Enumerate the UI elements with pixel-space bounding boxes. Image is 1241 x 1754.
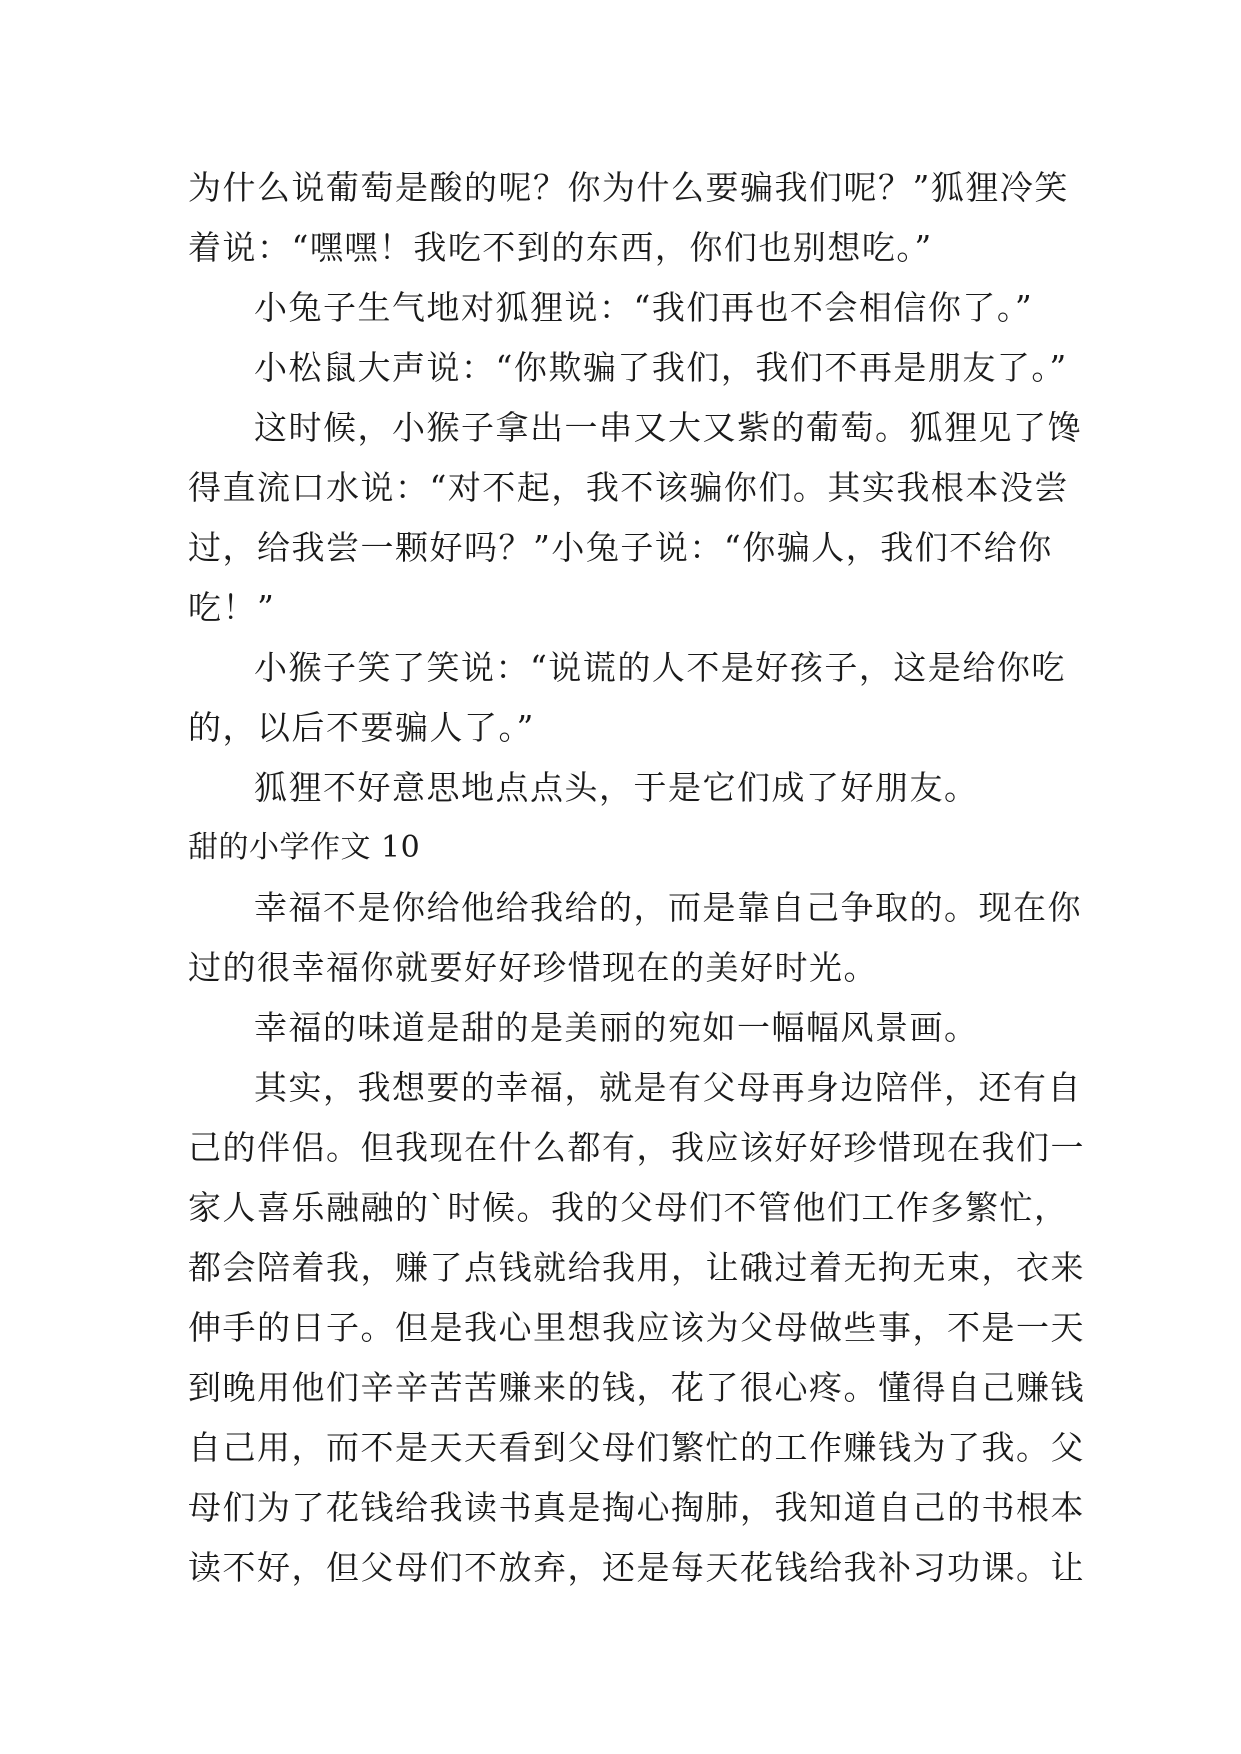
text-line: 着说：“嘿嘿！我吃不到的东西，你们也别想吃。” (188, 228, 933, 267)
document-page (188, 158, 1085, 1598)
text-line: 伸手的日子。但是我心里想我应该为父母做些事，不是一天 (188, 1308, 1085, 1347)
text-line: 读不好，但父母们不放弃，还是每天花钱给我补习功课。让 (188, 1548, 1085, 1587)
text-line: 都会陪着我，赚了点钱就给我用，让硪过着无拘无束，衣来 (188, 1248, 1085, 1287)
text-line: 得直流口水说：“对不起，我不该骗你们。其实我根本没尝 (188, 468, 1069, 507)
text-line: 过的很幸福你就要好好珍惜现在的美好时光。 (188, 948, 878, 987)
text-line: 狐狸不好意思地点点头，于是它们成了好朋友。 (254, 768, 979, 807)
text-line: 小兔子生气地对狐狸说：“我们再也不会相信你了。” (254, 288, 1034, 327)
text-line: 己的伴侣。但我现在什么都有，我应该好好珍惜现在我们一 (188, 1128, 1085, 1167)
text-line: 这时候，小猴子拿出一串又大又紫的葡萄。狐狸见了馋 (254, 408, 1082, 447)
text-line: 的，以后不要骗人了。” (188, 708, 535, 747)
text-line: 到晚用他们辛辛苦苦赚来的钱，花了很心疼。懂得自己赚钱 (188, 1368, 1085, 1407)
text-line: 为什么说葡萄是酸的呢？你为什么要骗我们呢？”狐狸冷笑 (188, 168, 1069, 207)
text-line: 幸福的味道是甜的是美丽的宛如一幅幅风景画。 (254, 1008, 979, 1047)
text-line: 家人喜乐融融的`时候。我的父母们不管他们工作多繁忙， (188, 1188, 1069, 1227)
section-heading: 甜的小学作文 10 (188, 830, 421, 865)
text-line: 小猴子笑了笑说：“说谎的人不是好孩子，这是给你吃 (254, 648, 1066, 687)
text-line: 小松鼠大声说：“你欺骗了我们，我们不再是朋友了。” (254, 348, 1068, 387)
text-line: 自己用，而不是天天看到父母们繁忙的工作赚钱为了我。父 (188, 1428, 1085, 1467)
text-line: 母们为了花钱给我读书真是掏心掏肺，我知道自己的书根本 (188, 1488, 1085, 1527)
text-line: 幸福不是你给他给我给的，而是靠自己争取的。现在你 (254, 888, 1082, 927)
text-line: 吃！” (188, 588, 276, 627)
text-line: 其实，我想要的幸福，就是有父母再身边陪伴，还有自 (254, 1068, 1082, 1107)
text-line: 过，给我尝一颗好吗？”小兔子说：“你骗人，我们不给你 (188, 528, 1053, 567)
